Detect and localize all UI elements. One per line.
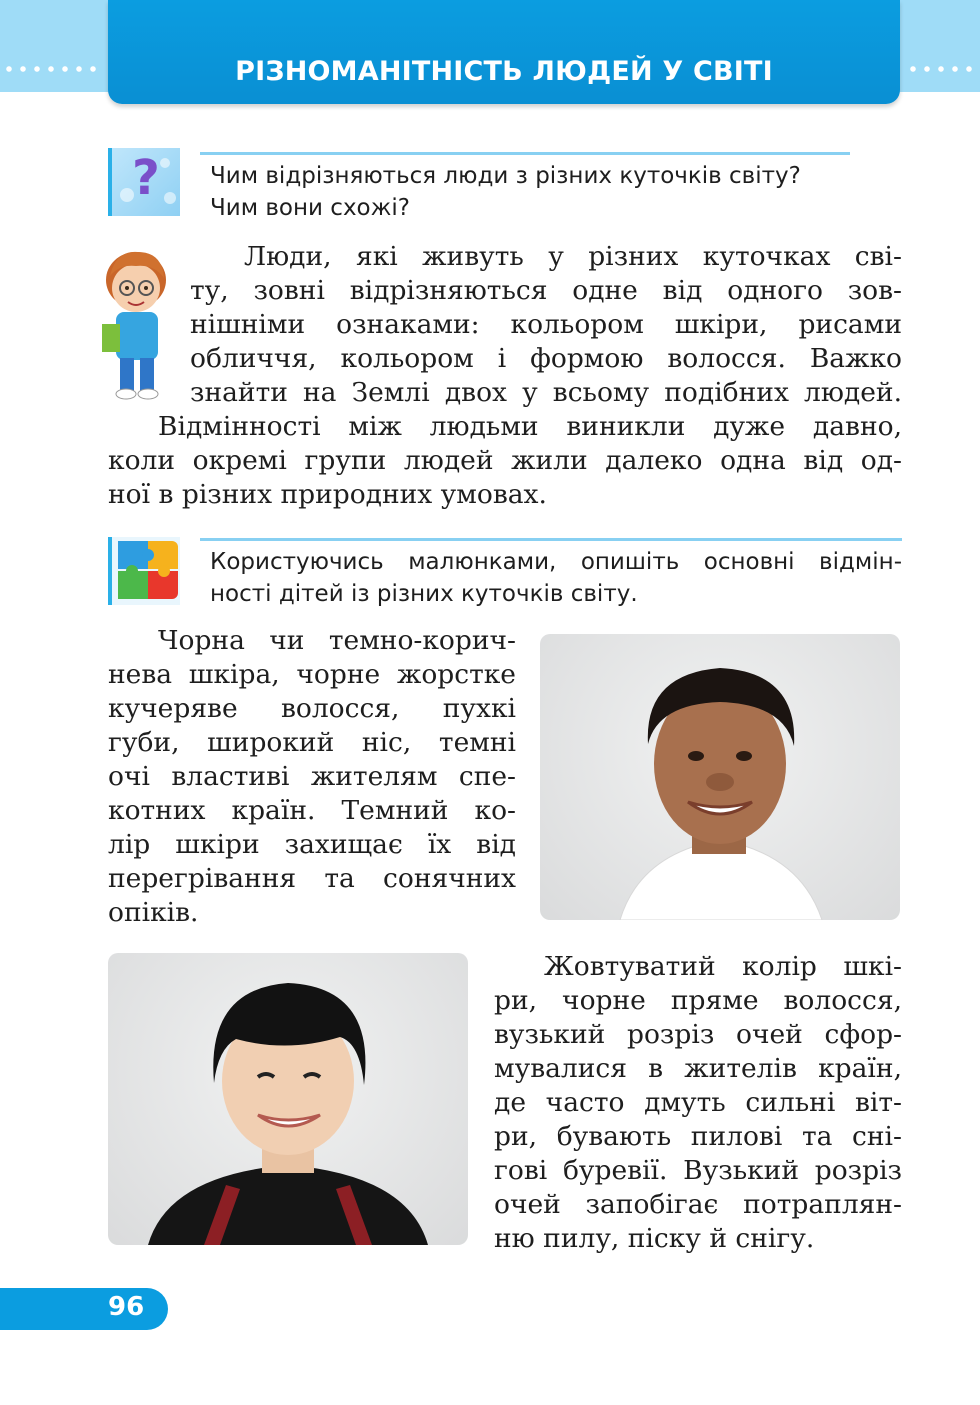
puzzle-icon [108, 537, 180, 605]
yellow-skin-paragraph [494, 950, 902, 1256]
question-line: Чим відрізняються люди з різних куточків світу? [210, 163, 801, 189]
yellow-skin-line: де часто дмуть сильні віт- [494, 1087, 902, 1118]
intro-line: ту, зовні відрізняються одне від одного зов- [190, 275, 902, 306]
yellow-skin-line: ри, чорне пряме волосся, [494, 985, 902, 1016]
dark-skin-paragraph [108, 624, 516, 930]
page-number: 96 [108, 1292, 145, 1322]
dark-skin-line: опіків. [108, 897, 199, 928]
dark-skin-line: кучеряве волосся, пухкі [108, 693, 516, 724]
header-dots-right [906, 66, 980, 72]
yellow-skin-line: Жовтуватий колір шкі- [544, 951, 902, 982]
intro-paragraph-bottom [108, 410, 902, 512]
puzzle-line: Користуючись малюнками, опишіть основні відмін- [210, 549, 902, 575]
question-line: Чим вони схожі? [210, 195, 410, 221]
dark-skin-line: перегрівання та сонячних [108, 863, 516, 894]
intro-line: ної в різних природних умовах. [108, 479, 547, 510]
intro-line: Люди, які живуть у різних куточках сві- [244, 241, 902, 272]
dark-skin-line: котних країн. Темний ко- [108, 795, 516, 826]
puzzle-text [210, 546, 902, 610]
intro-paragraph-top [190, 240, 902, 410]
yellow-skin-line: гові буревії. Вузький розріз [494, 1155, 902, 1186]
intro-line: знайти на Землі двох у всьому подібних людей. [190, 377, 902, 408]
dark-skin-line: очі властиві жителям спе- [108, 761, 516, 792]
page-title: РІЗНОМАНІТНІСТЬ ЛЮДЕЙ У СВІТІ [235, 56, 773, 87]
intro-line: Відмінності між людьми виникли дуже давно, [158, 411, 902, 442]
puzzle-line: ності дітей із різних куточків світу. [210, 581, 638, 607]
boy-character-illustration [96, 240, 176, 400]
photo-boy-curly-hair [540, 634, 900, 920]
dark-skin-line: нева шкіра, чорне жорстке [108, 659, 516, 690]
intro-line: нішніми ознаками: кольором шкіри, рисами [190, 309, 902, 340]
question-mark-icon: ? [108, 148, 180, 216]
dark-skin-line: губи, широкий ніс, темні [108, 727, 516, 758]
dark-skin-line: лір шкіри захищає їх від [108, 829, 516, 860]
question-text [210, 160, 870, 224]
intro-line: коли окремі групи людей жили далеко одна від од- [108, 445, 902, 476]
yellow-skin-line: ри, бувають пилові та сні- [494, 1121, 902, 1152]
question-rule [200, 152, 850, 155]
yellow-skin-line: мувалися в жителів країн, [494, 1053, 902, 1084]
yellow-skin-line: вузький розріз очей сфор- [494, 1019, 902, 1050]
yellow-skin-line: очей запобігає потраплян- [494, 1189, 902, 1220]
dark-skin-line: Чорна чи темно-корич- [158, 625, 516, 656]
yellow-skin-line: ню пилу, піску й снігу. [494, 1223, 815, 1254]
puzzle-rule [200, 538, 902, 541]
photo-boy-straight-hair [108, 953, 468, 1245]
header-dots-left [2, 66, 102, 72]
intro-line: обличчя, кольором і формою волосся. Важко [190, 343, 902, 374]
header-tab [108, 0, 900, 104]
